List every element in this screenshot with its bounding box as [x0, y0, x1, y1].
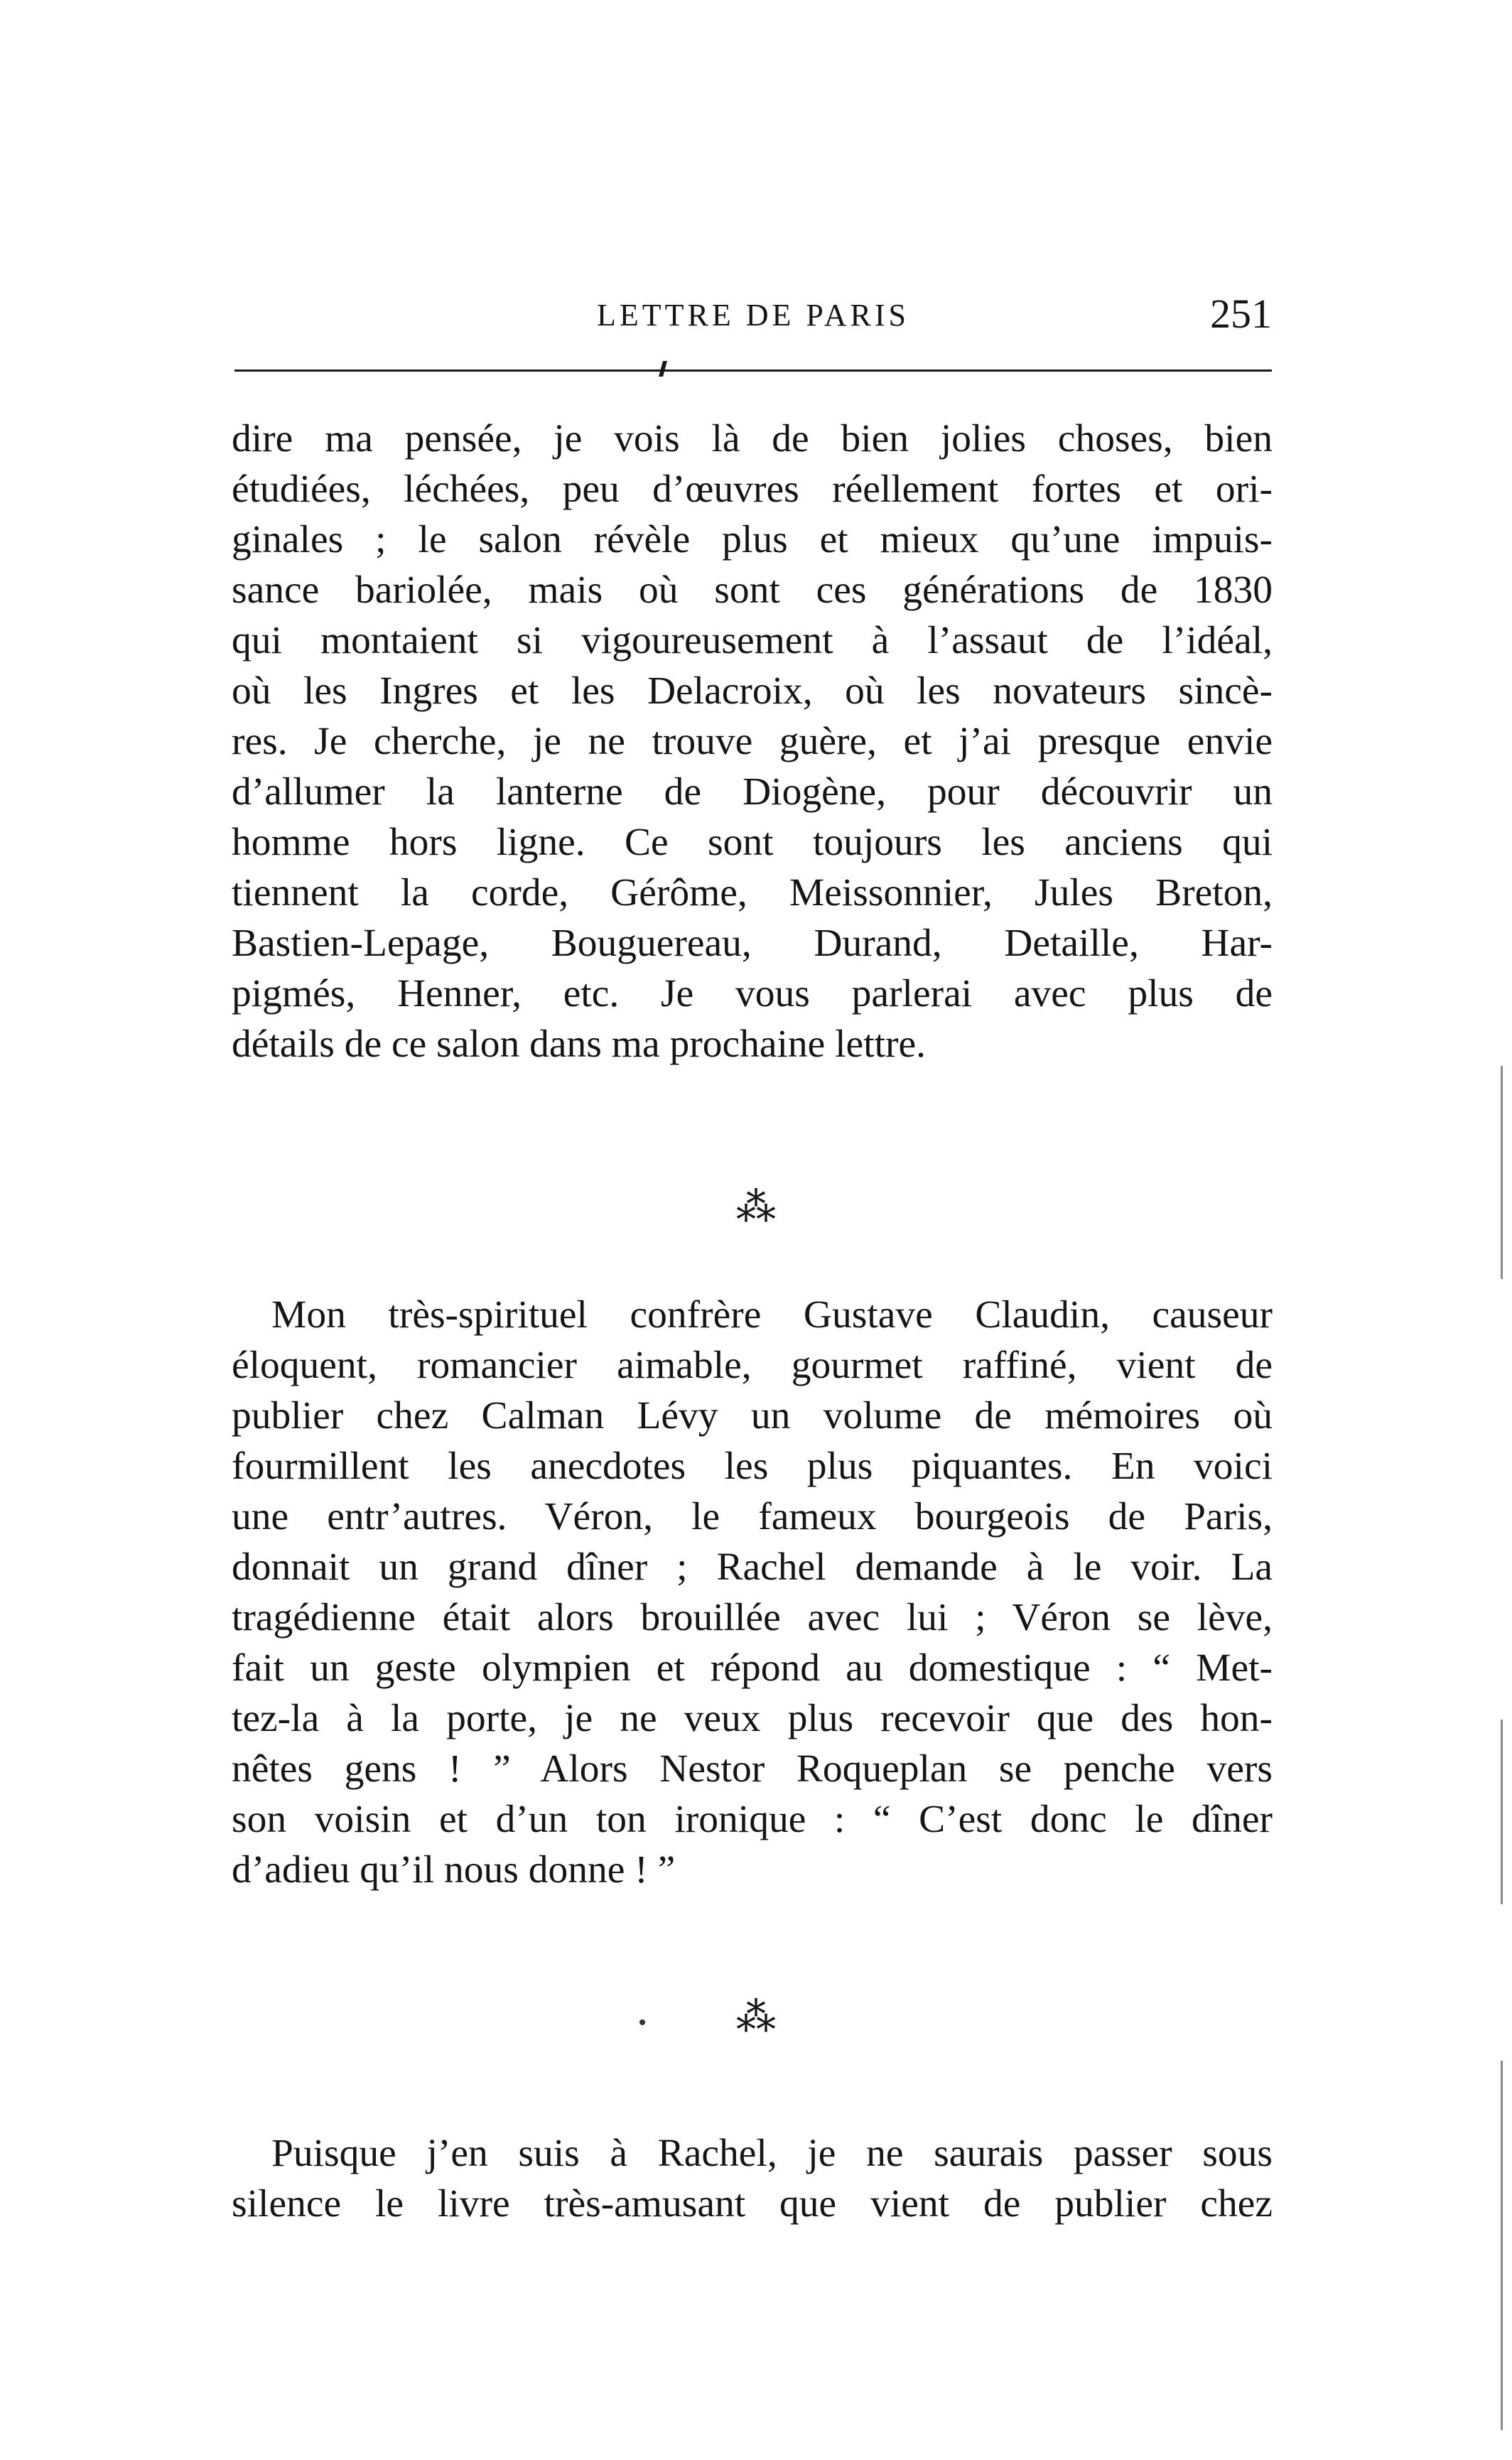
- text-line: tragédienne était alors brouillée avec lui ; Véron se lève,: [232, 1596, 1273, 1639]
- text-line: ginales ; le salon révèle plus et mieux qu’une impuis-: [232, 518, 1273, 561]
- text-line: étudiées, léchées, peu d’œuvres réellement fortes et ori-: [232, 468, 1273, 511]
- page-header: [234, 291, 1272, 347]
- paragraph-1: [232, 414, 1273, 1069]
- text-line: homme hors ligne. Ce sont toujours les anciens qui: [232, 821, 1273, 864]
- text-line: sance bariolée, mais où sont ces générations de 1830: [232, 568, 1273, 612]
- text-line: nêtes gens ! ” Alors Nestor Roqueplan se penche vers: [232, 1747, 1273, 1791]
- section-separator: ⁂: [736, 1186, 776, 1230]
- text-line: donnait un grand dîner ; Rachel demande à le voir. La: [232, 1545, 1273, 1589]
- text-line: d’adieu qu’il nous donne ! ”: [232, 1848, 676, 1892]
- running-head: LETTRE DE PARIS: [596, 298, 910, 333]
- header-rule-mark: [659, 361, 667, 377]
- text-line: tez-la à la porte, je ne veux plus recevoir que des hon-: [232, 1697, 1273, 1740]
- paragraph-3: [232, 2128, 1273, 2229]
- text-line: fait un geste olympien et répond au domestique : “ Met-: [232, 1646, 1273, 1690]
- scan-edge-mark: [1501, 1066, 1503, 1279]
- text-line: dire ma pensée, je vois là de bien jolies choses, bien: [232, 417, 1273, 460]
- text-line: publier chez Calman Lévy un volume de mémoires où: [232, 1394, 1273, 1437]
- text-line: Puisque j’en suis à Rachel, je ne saurais passer sous: [271, 2132, 1273, 2175]
- text-line: tiennent la corde, Gérôme, Meissonnier, Jules Breton,: [232, 871, 1273, 915]
- text-line: une entr’autres. Véron, le fameux bourgeois de Paris,: [232, 1495, 1273, 1538]
- scan-edge-mark: [1501, 1720, 1503, 1904]
- text-line: Bastien-Lepage, Bouguereau, Durand, Detaille, Har-: [232, 922, 1273, 965]
- text-line: Mon très-spirituel confrère Gustave Claudin, causeur: [271, 1293, 1273, 1337]
- text-line: pigmés, Henner, etc. Je vous parlerai avec plus de: [232, 972, 1273, 1015]
- page-number: 251: [1210, 291, 1272, 337]
- text-line: où les Ingres et les Delacroix, où les novateurs sincè-: [232, 669, 1273, 713]
- text-line: fourmillent les anecdotes les plus piquantes. En voici: [232, 1445, 1273, 1488]
- text-line: éloquent, romancier aimable, gourmet raffiné, vient de: [232, 1344, 1273, 1387]
- scan-edge-mark: [1501, 2061, 1503, 2430]
- header-rule: [234, 369, 1272, 372]
- text-line: d’allumer la lanterne de Diogène, pour découvrir un: [232, 770, 1273, 814]
- text-line: qui montaient si vigoureusement à l’assaut de l’idéal,: [232, 619, 1273, 662]
- section-separator: ⁂: [736, 1996, 776, 2040]
- paragraph-2: [232, 1290, 1273, 1895]
- text-line: res. Je cherche, je ne trouve guère, et j’ai presque envie: [232, 720, 1273, 763]
- text-line: son voisin et d’un ton ironique : “ C’est donc le dîner: [232, 1798, 1273, 1841]
- text-line: silence le livre très-amusant que vient de publier chez: [232, 2182, 1273, 2226]
- text-line: détails de ce salon dans ma prochaine lettre.: [232, 1023, 927, 1066]
